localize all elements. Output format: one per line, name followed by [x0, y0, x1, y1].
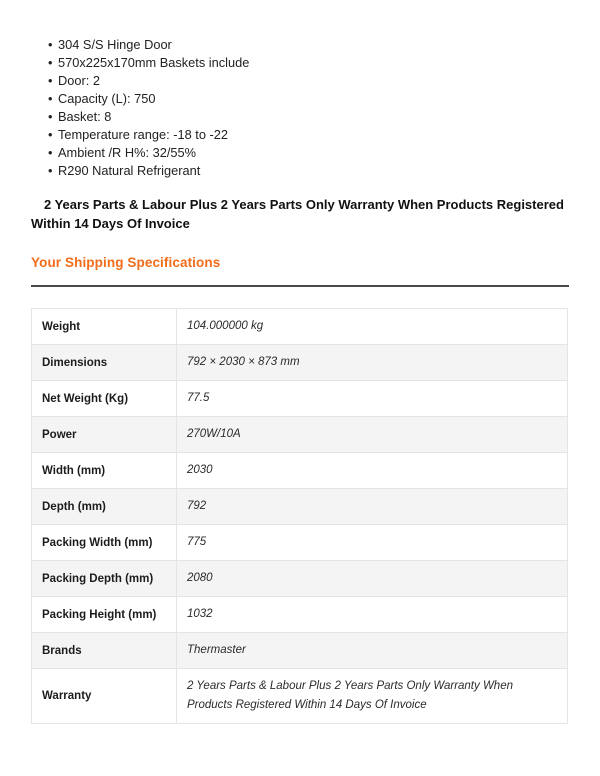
table-row [32, 597, 568, 633]
spec-value: 2080 [177, 561, 568, 597]
list-item: • 304 S/S Hinge Door [48, 36, 600, 54]
spec-label: Power [32, 417, 177, 453]
table-row [32, 561, 568, 597]
table-row [32, 633, 568, 669]
spec-value: 77.5 [177, 381, 568, 417]
table-row [32, 309, 568, 345]
list-item: • 570x225x170mm Baskets include [48, 54, 600, 72]
table-row [32, 417, 568, 453]
spec-label: Dimensions [32, 345, 177, 381]
table-row [32, 381, 568, 417]
table-row [32, 453, 568, 489]
spec-value: 792 × 2030 × 873 mm [177, 345, 568, 381]
spec-value: 1032 [177, 597, 568, 633]
table-row [32, 345, 568, 381]
spec-label: Packing Depth (mm) [32, 561, 177, 597]
table-body [32, 309, 568, 724]
list-item: • Basket: 8 [48, 108, 600, 126]
product-feature-list [0, 0, 600, 180]
spec-value: 104.000000 kg [177, 309, 568, 345]
spec-label: Width (mm) [32, 453, 177, 489]
spec-value: 775 [177, 525, 568, 561]
spec-value: Thermaster [177, 633, 568, 669]
warranty-note: 2 Years Parts & Labour Plus 2 Years Parts Only Warranty When Products Registered Within 14 Days Of Invoice [31, 197, 564, 231]
spec-label: Packing Width (mm) [32, 525, 177, 561]
spec-label: Brands [32, 633, 177, 669]
list-item: • Door: 2 [48, 72, 600, 90]
list-item: • Ambient /R H%: 32/55% [48, 144, 600, 162]
list-item: • Capacity (L): 750 [48, 90, 600, 108]
list-item: • R290 Natural Refrigerant [48, 162, 600, 180]
spec-value: 2 Years Parts & Labour Plus 2 Years Parts Only Warranty When Products Registered Within 14 Days Of Invoice [177, 669, 568, 724]
spec-label: Packing Height (mm) [32, 597, 177, 633]
spec-label: Depth (mm) [32, 489, 177, 525]
table-row [32, 525, 568, 561]
section-divider [31, 285, 569, 287]
shipping-specifications-table-wrapper [31, 308, 569, 724]
spec-value: 792 [177, 489, 568, 525]
list-item: • Temperature range: -18 to -22 [48, 126, 600, 144]
table-row [32, 669, 568, 724]
spec-value: 270W/10A [177, 417, 568, 453]
spec-value: 2030 [177, 453, 568, 489]
spec-label: Weight [32, 309, 177, 345]
page-title: Your Shipping Specifications [31, 255, 221, 270]
spec-label: Net Weight (Kg) [32, 381, 177, 417]
spec-label: Warranty [32, 669, 177, 724]
table-row [32, 489, 568, 525]
shipping-specifications-table [31, 308, 568, 724]
